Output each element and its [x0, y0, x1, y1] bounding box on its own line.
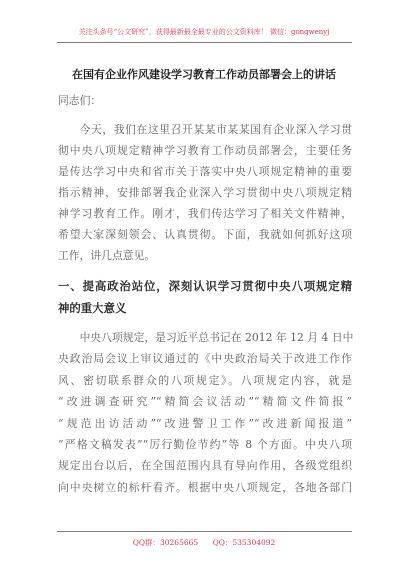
paragraph-line: “改进调查研究”“精简会议活动”“精简文件简报”: [58, 395, 352, 409]
paragraph-line: 是传达学习中央和省市关于落实中央八项规定精神的重要: [58, 165, 352, 178]
section-paragraph: [58, 327, 352, 498]
paragraph-line: 工作，讲几点意见。: [58, 249, 156, 262]
paragraph-line: 规定出台以后，在全国范围内具有导向作用，各级党组织: [58, 459, 352, 473]
intro-paragraph: [58, 119, 352, 266]
paragraph-line: 向中央树立的标杆看齐。根据中央八项规定，各地各部门: [58, 480, 352, 494]
paragraph-line: 中央八项规定，是习近平总书记在 2012 年 12 月 4 日中: [79, 331, 354, 344]
document-title: 在国有企业作风建设学习教育工作动员部署会上的讲话: [72, 68, 336, 81]
header-promo-text: 关注头条号“公文研究”，获得最新最全最专业的公文资料库！ 微信：gongwenyj: [78, 28, 330, 36]
paragraph-line: “规范出访活动”“改进警卫工作”“改进新闻报道”: [58, 416, 352, 430]
footer-contact: [0, 537, 408, 549]
paragraph-line: 指示精神，安排部署我企业深入学习贯彻中央八项规定精: [58, 186, 352, 199]
paragraph-line: 彻中央八项规定精神学习教育工作动员部署会，主要任务: [58, 144, 352, 157]
footer-qq: QQ：535304092: [212, 538, 276, 547]
salutation: 同志们：: [58, 94, 102, 107]
paragraph-line: 神学习教育工作。刚才，我们传达学习了相关文件精神，: [58, 207, 352, 220]
paragraph-line: 央政治局会议上审议通过的《中央政治局关于改进工作作: [58, 352, 352, 366]
paragraph-line: “严格文稿发表”“厉行勤俭节约”等 8 个方面。中央八项: [58, 437, 352, 451]
paragraph-line: 希望大家深刻领会、认真贯彻。下面，我就如何抓好这项: [58, 228, 352, 241]
heading-line: 一、提高政治站位，深刻认识学习贯彻中央八项规定精: [58, 279, 352, 293]
paragraph-line: 今天，我们在这里召开某某市某某国有企业深入学习贯: [79, 123, 352, 136]
footer-rule: [57, 531, 352, 532]
heading-line: 神的重大意义: [58, 301, 127, 315]
paragraph-line: 风、密切联系群众的八项规定》。八项规定内容，就是: [58, 373, 352, 387]
header-rule: [57, 42, 352, 43]
footer-qq-group: QQ群：30265665: [132, 538, 199, 547]
section-heading: [58, 275, 352, 319]
